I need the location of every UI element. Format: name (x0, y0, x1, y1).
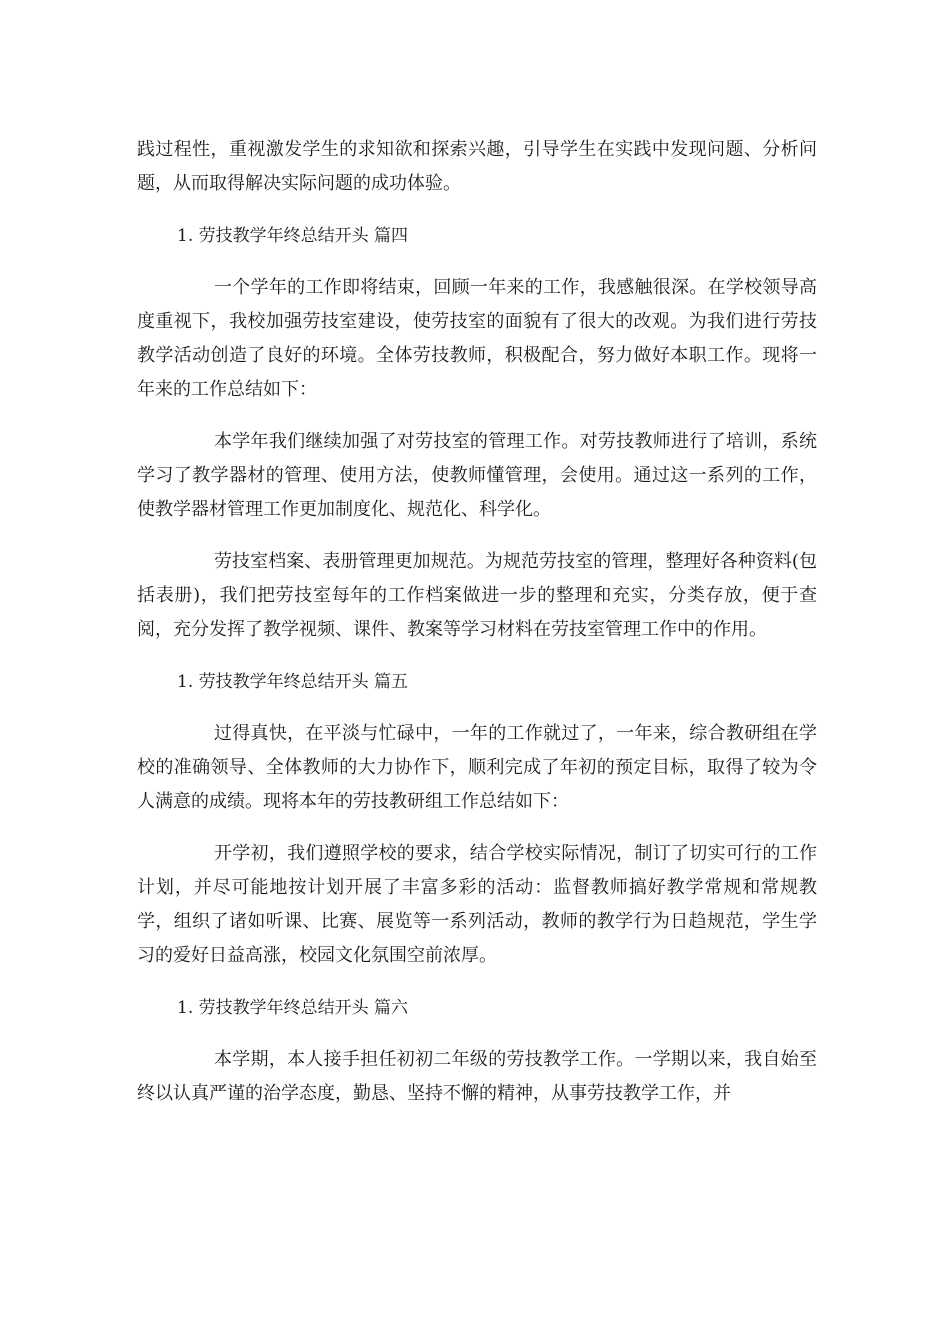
section-heading-part-four: 1. 劳技教学年终总结开头 篇四 (177, 226, 409, 246)
paragraph: 过得真快，在平淡与忙碌中，一年的工作就过了，一年来，综合教研组在学校的准确领导、全体教师的大力协作下，顺利完成了年初的预定目标，取得了较为令人满意的成绩。现将本年的劳技教研组工作总结如下： (137, 723, 817, 812)
document-body (137, 133, 817, 1129)
paragraph: 本学期，本人接手担任初初二年级的劳技教学工作。一学期以来，我自始至终以认真严谨的治学态度，勤恳、坚持不懈的精神，从事劳技教学工作，并 (137, 1049, 817, 1104)
section-heading-part-six: 1. 劳技教学年终总结开头 篇六 (177, 998, 409, 1018)
paragraph: 一个学年的工作即将结束，回顾一年来的工作，我感触很深。在学校领导高度重视下，我校加强劳技室建设，使劳技室的面貌有了很大的改观。为我们进行劳技教学活动创造了良好的环境。全体劳技教师，积极配合，努力做好本职工作。现将一年来的工作总结如下： (137, 277, 817, 400)
paragraph: 本学年我们继续加强了对劳技室的管理工作。对劳技教师进行了培训，系统学习了教学器材的管理、使用方法，使教师懂管理，会使用。通过这一系列的工作，使教学器材管理工作更加制度化、规范化、科学化。 (137, 431, 817, 520)
paragraph: 开学初，我们遵照学校的要求，结合学校实际情况，制订了切实可行的工作计划，并尽可能地按计划开展了丰富多彩的活动：监督教师搞好教学常规和常规教学，组织了诸如听课、比赛、展览等一系列活动，教师的教学行为日趋规范，学生学习的爱好日益高涨，校园文化氛围空前浓厚。 (137, 843, 817, 966)
paragraph-continuation: 践过程性，重视激发学生的求知欲和探索兴趣，引导学生在实践中发现问题、分析问题，从而取得解决实际问题的成功体验。 (137, 139, 817, 194)
section-heading-part-five: 1. 劳技教学年终总结开头 篇五 (177, 672, 409, 692)
paragraph: 劳技室档案、表册管理更加规范。为规范劳技室的管理，整理好各种资料(包括表册)，我们把劳技室每年的工作档案做进一步的整理和充实，分类存放，便于查阅，充分发挥了教学视频、课件、教案等学习材料在劳技室管理工作中的作用。 (137, 551, 817, 640)
